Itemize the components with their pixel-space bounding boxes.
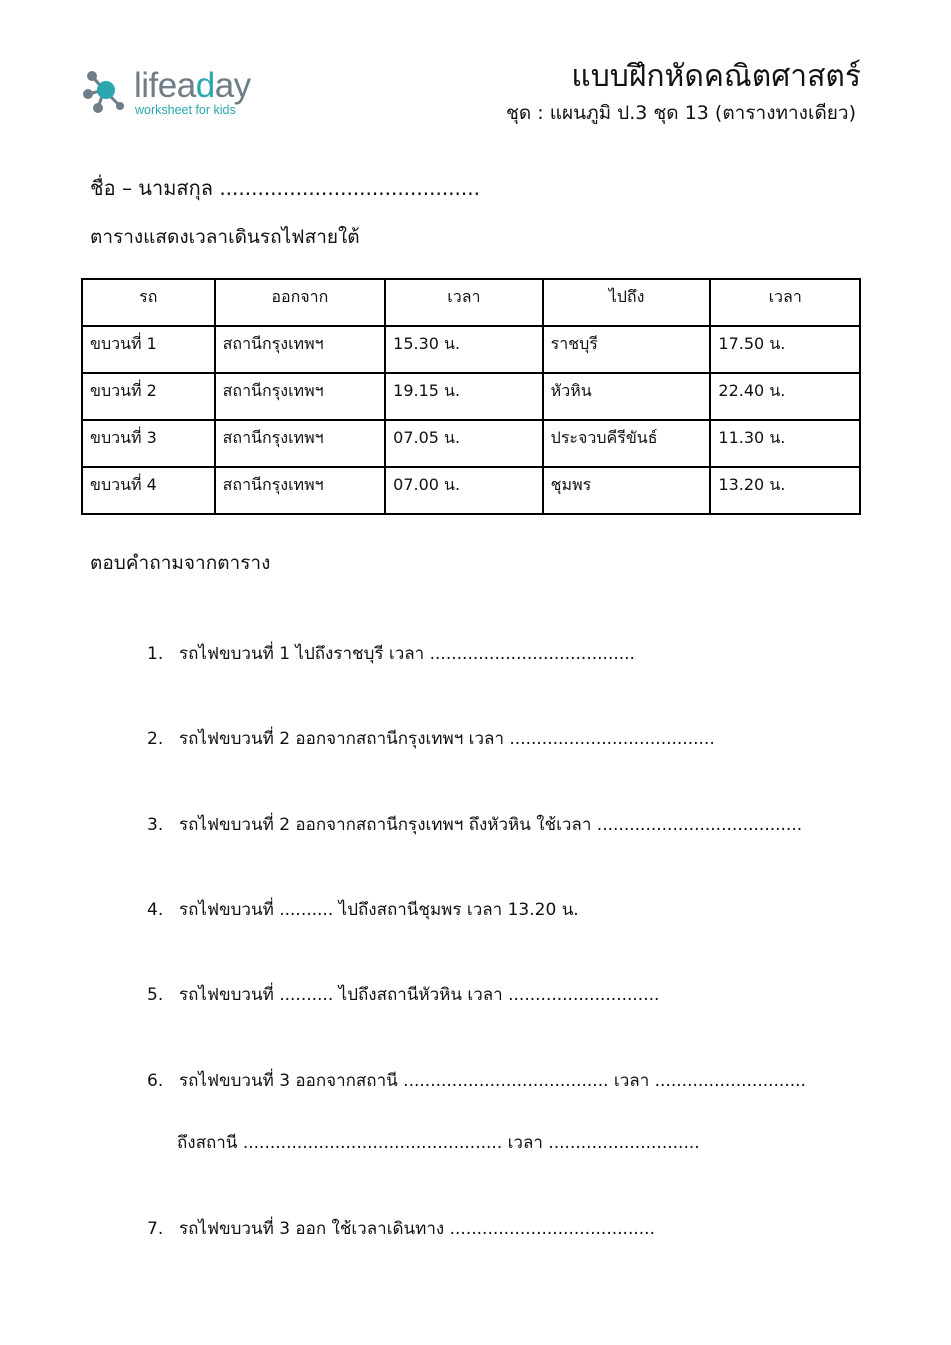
cell-arrive-time: 13.20 น. bbox=[710, 467, 860, 514]
cell-depart-from: สถานีกรุงเทพฯ bbox=[215, 373, 386, 420]
question-number: 2. bbox=[147, 729, 164, 749]
question-5[interactable] bbox=[147, 981, 659, 1008]
cell-arrive-time: 22.40 น. bbox=[710, 373, 860, 420]
question-6-line-2[interactable]: ถึงสถานี ................................................ เวลา ............................ bbox=[177, 1133, 700, 1153]
question-text: รถไฟขบวนที่ 1 ไปถึงราชบุรี เวลา ...................................... bbox=[179, 644, 635, 664]
cell-train: ขบวนที่ 4 bbox=[82, 467, 215, 514]
cell-train: ขบวนที่ 1 bbox=[82, 326, 215, 373]
question-1[interactable] bbox=[147, 640, 635, 667]
question-2[interactable] bbox=[147, 725, 715, 752]
question-6[interactable] bbox=[147, 1067, 806, 1094]
cell-arrive-at: ชุมพร bbox=[543, 467, 711, 514]
cell-arrive-at: ราชบุรี bbox=[543, 326, 711, 373]
logo-tagline: worksheet for kids bbox=[135, 103, 236, 117]
table-header-row bbox=[82, 279, 860, 326]
question-number: 4. bbox=[147, 900, 164, 920]
cell-depart-time: 15.30 น. bbox=[385, 326, 543, 373]
question-text: รถไฟขบวนที่ 3 ออก ใช้เวลาเดินทาง ...................................... bbox=[179, 1219, 655, 1239]
cell-depart-time: 19.15 น. bbox=[385, 373, 543, 420]
cell-depart-from: สถานีกรุงเทพฯ bbox=[215, 326, 386, 373]
logo-wordmark: lifeaday bbox=[134, 66, 251, 105]
cell-arrive-at: หัวหิน bbox=[543, 373, 711, 420]
question-text: รถไฟขบวนที่ 2 ออกจากสถานีกรุงเทพฯ ถึงหัวหิน ใช้เวลา ...................................... bbox=[179, 815, 803, 835]
header-arrive-at: ไปถึง bbox=[543, 279, 711, 326]
header-train: รถ bbox=[82, 279, 215, 326]
header-depart-from: ออกจาก bbox=[215, 279, 386, 326]
answer-heading: ตอบคำถามจากตาราง bbox=[90, 552, 271, 574]
question-text: รถไฟขบวนที่ 3 ออกจากสถานี ...................................... เวลา ............................ bbox=[179, 1071, 806, 1091]
question-3[interactable] bbox=[147, 811, 802, 838]
table-row bbox=[82, 420, 860, 467]
table-row bbox=[82, 373, 860, 420]
cell-train: ขบวนที่ 2 bbox=[82, 373, 215, 420]
question-4[interactable] bbox=[147, 896, 579, 923]
table-row bbox=[82, 326, 860, 373]
cell-arrive-at: ประจวบคีรีขันธ์ bbox=[543, 420, 711, 467]
header-arrive-time: เวลา bbox=[710, 279, 860, 326]
question-number: 1. bbox=[147, 644, 164, 664]
table-row bbox=[82, 467, 860, 514]
question-text: รถไฟขบวนที่ 2 ออกจากสถานีกรุงเทพฯ เวลา ...................................... bbox=[179, 729, 715, 749]
worksheet-subtitle: ชุด : แผนภูมิ ป.3 ชุด 13 (ตารางทางเดียว) bbox=[506, 102, 856, 124]
train-schedule-table bbox=[81, 278, 861, 515]
cell-depart-time: 07.05 น. bbox=[385, 420, 543, 467]
question-number: 7. bbox=[147, 1219, 164, 1239]
name-field-line[interactable]: ชื่อ – นามสกุล ......................................... bbox=[90, 176, 480, 200]
question-text: รถไฟขบวนที่ .......... ไปถึงสถานีชุมพร เวลา 13.20 น. bbox=[179, 900, 579, 920]
question-number: 6. bbox=[147, 1071, 164, 1091]
worksheet-title: แบบฝึกหัดคณิตศาสตร์ bbox=[571, 59, 861, 94]
question-text: รถไฟขบวนที่ .......... ไปถึงสถานีหัวหิน เวลา ............................ bbox=[179, 985, 660, 1005]
table-caption: ตารางแสดงเวลาเดินรถไฟสายใต้ bbox=[90, 226, 360, 248]
cell-train: ขบวนที่ 3 bbox=[82, 420, 215, 467]
cell-arrive-time: 11.30 น. bbox=[710, 420, 860, 467]
molecule-logo-icon bbox=[82, 66, 130, 116]
header-depart-time: เวลา bbox=[385, 279, 543, 326]
cell-depart-from: สถานีกรุงเทพฯ bbox=[215, 420, 386, 467]
question-number: 5. bbox=[147, 985, 164, 1005]
question-number: 3. bbox=[147, 815, 164, 835]
lifeaday-logo bbox=[82, 64, 282, 124]
question-7[interactable] bbox=[147, 1215, 655, 1242]
cell-arrive-time: 17.50 น. bbox=[710, 326, 860, 373]
cell-depart-from: สถานีกรุงเทพฯ bbox=[215, 467, 386, 514]
cell-depart-time: 07.00 น. bbox=[385, 467, 543, 514]
